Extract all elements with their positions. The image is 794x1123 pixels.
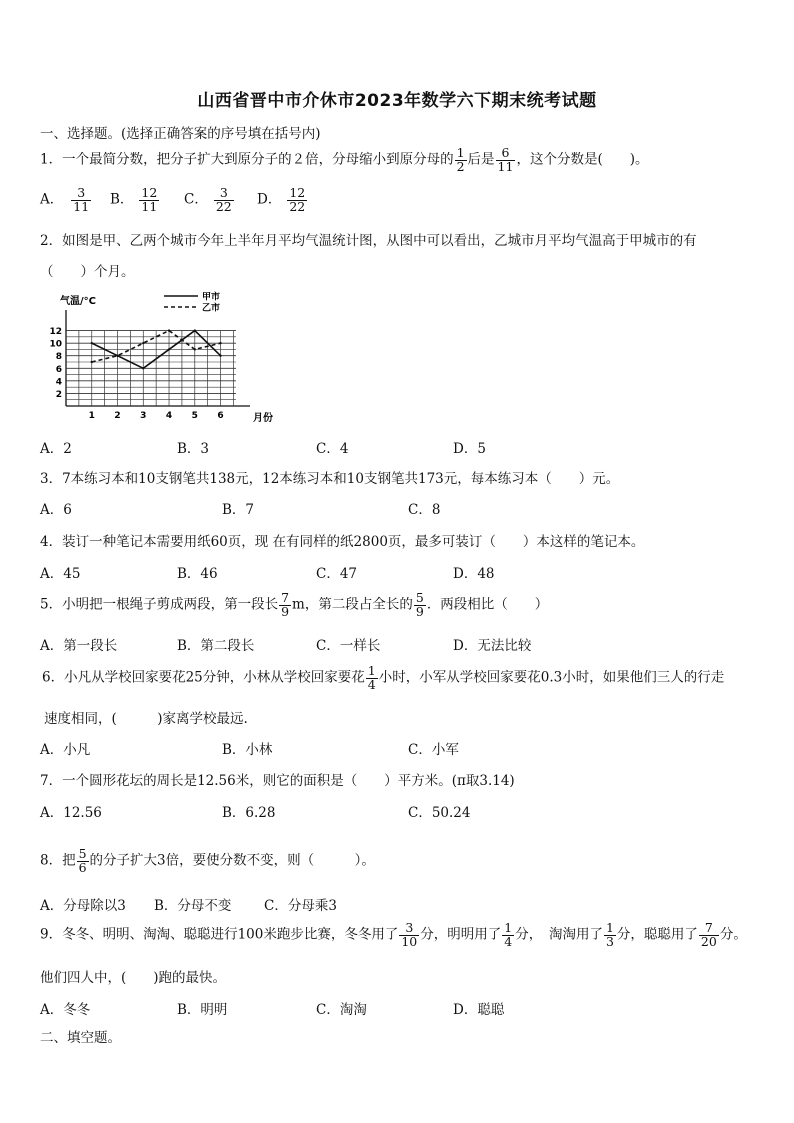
chart-y-tick-label: 10 [49,339,62,350]
section-heading-fill: 二、填空题。 [40,1030,121,1046]
q9-option-d[interactable]: D．聪聪 [453,1002,505,1018]
q8-option-b[interactable]: B．分母不变 [154,898,232,914]
chart-x-axis-label: 月份 [253,413,273,424]
chart-point [116,355,118,357]
question-7: 7．一个圆形花坛的周长是12.56米，则它的面积是（ ）平方米。(π取3.14) [40,773,515,789]
question-2-line-1: 2．如图是甲、乙两个城市今年上半年月平均气温统计图，从图中可以看出，乙城市月平均气温高于甲城市的有 [40,233,697,249]
legend-label-1: 甲市 [202,292,221,303]
q7-option-c[interactable]: C．50.24 [408,805,471,821]
q1-option-b[interactable]: B． $\frac{12}{11}$ [110,185,158,214]
chart-point [91,342,93,344]
question-1-mid: 后是 [467,151,495,168]
q1-option-a[interactable]: A． $\frac{3}{11}$ [40,185,90,214]
question-6-line-2: 速度相同，( )家离学校最远. [44,711,248,727]
q5-option-b[interactable]: B．第二段长 [177,638,255,654]
question-9-line-1: 9．冬冬、明明、淘淘、聪聪进行100米跑步比赛，冬冬用了 $\frac{3}{10}$ 分，明明用了 $\frac{1}{4}$ 分， 淘淘用了 $\frac{1}{3}$ 分，聪聪用了 $\frac{7}{20}$ 分。 [40,920,747,949]
chart-y-tick-label: 2 [55,389,62,400]
chart-x-tick-label: 5 [191,411,198,421]
q3-option-b[interactable]: B．7 [222,502,255,518]
chart-point [219,355,221,357]
q4-option-d[interactable]: D．48 [453,566,495,582]
chart-point [168,348,170,350]
chart-point [142,367,144,369]
chart-y-tick-label: 4 [55,377,62,388]
question-3: 3．7本练习本和10支钢笔共138元，12本练习本和10支钢笔共173元，每本练习本（ ）元。 [40,471,620,487]
q3-option-a[interactable]: A．6 [40,502,72,518]
q6-option-b[interactable]: B．小林 [222,742,273,758]
q5-option-d[interactable]: D．无法比较 [453,638,532,654]
chart-x-tick-label: 4 [165,411,173,421]
chart-y-axis-label: 气温/°C [60,296,96,307]
q2-option-a[interactable]: A．2 [40,441,72,457]
q7-option-b[interactable]: B．6.28 [222,805,276,821]
question-5: 5．小明把一根绳子剪成两段，第一段长 $\frac{7}{9}$ m，第二段占全长的 $\frac{5}{9}$ ．两段相比（ ） [40,590,549,619]
chart-point [194,329,196,331]
q8-option-a[interactable]: A．分母除以3 [40,898,126,914]
q5-option-c[interactable]: C．一样长 [316,638,381,654]
q9-option-b[interactable]: B．明明 [177,1002,228,1018]
page-title: 山西省晋中市介休市2023年数学六下期末统考试题 [197,91,597,111]
q6-option-a[interactable]: A．小凡 [40,742,91,758]
question-9-line-2: 他们四人中，( )跑的最快。 [40,970,227,986]
question-4: 4．装订一种笔记本需要用纸60页，现 在有同样的纸2800页，最多可装订（ ）本这样的笔记本。 [40,534,645,550]
legend-label-2: 乙市 [202,303,221,314]
q5-option-a[interactable]: A．第一段长 [40,638,118,654]
q9-option-a[interactable]: A．冬冬 [40,1002,91,1018]
chart-point [168,329,170,331]
question-1-post: ，这个分数是( )。 [516,151,649,168]
q3-option-c[interactable]: C．8 [408,502,441,518]
question-1 [40,147,649,173]
chart-x-tick-label: 6 [217,411,224,421]
fraction-one-half: $\frac{1}{2}$ [456,145,465,174]
section-heading-choice: 一、选择题。(选择正确答案的序号填在括号内) [40,126,321,142]
q4-option-b[interactable]: B．46 [177,566,218,582]
q1-option-d[interactable]: D． $\frac{12}{22}$ [257,185,306,214]
question-8: 8．把 $\frac{5}{6}$ 的分子扩大3倍，要使分数不变，则（ ）。 [40,846,375,875]
q8-option-c[interactable]: C．分母乘3 [264,898,337,914]
chart-x-tick-label: 3 [140,411,147,421]
chart-point [142,342,144,344]
temperature-line-chart [38,288,273,426]
fraction-six-elevenths: $\frac{6}{11}$ [497,145,514,174]
q4-option-c[interactable]: C．47 [316,566,358,582]
question-1-text: 1．一个最简分数，把分子扩大到原分子的２倍，分母缩小到原分母的 [40,151,454,168]
question-6-line-1: 6．小凡从学校回家要花25分钟，小林从学校回家要花 $\frac{1}{4}$ 小时，小军从学校回家要花0.3小时，如果他们三人的行走 [42,663,725,692]
chart-point [194,348,196,350]
q2-option-c[interactable]: C．4 [316,441,349,457]
q7-option-a[interactable]: A．12.56 [40,805,102,821]
q4-option-a[interactable]: A．45 [40,566,81,582]
q2-option-d[interactable]: D．5 [453,441,486,457]
q9-option-c[interactable]: C．淘淘 [316,1002,367,1018]
chart-y-tick-label: 6 [55,364,62,375]
chart-point [91,361,93,363]
chart-point [219,342,221,344]
chart-x-tick-label: 1 [88,411,95,421]
question-2-line-2: （ ）个月。 [40,264,135,280]
chart-y-tick-label: 8 [55,352,62,363]
chart-x-tick-label: 2 [114,411,121,421]
chart-y-tick-label: 12 [49,327,62,338]
q6-option-c[interactable]: C．小军 [408,742,459,758]
q1-option-c[interactable]: C． $\frac{3}{22}$ [184,185,232,214]
q2-option-b[interactable]: B．3 [177,441,210,457]
